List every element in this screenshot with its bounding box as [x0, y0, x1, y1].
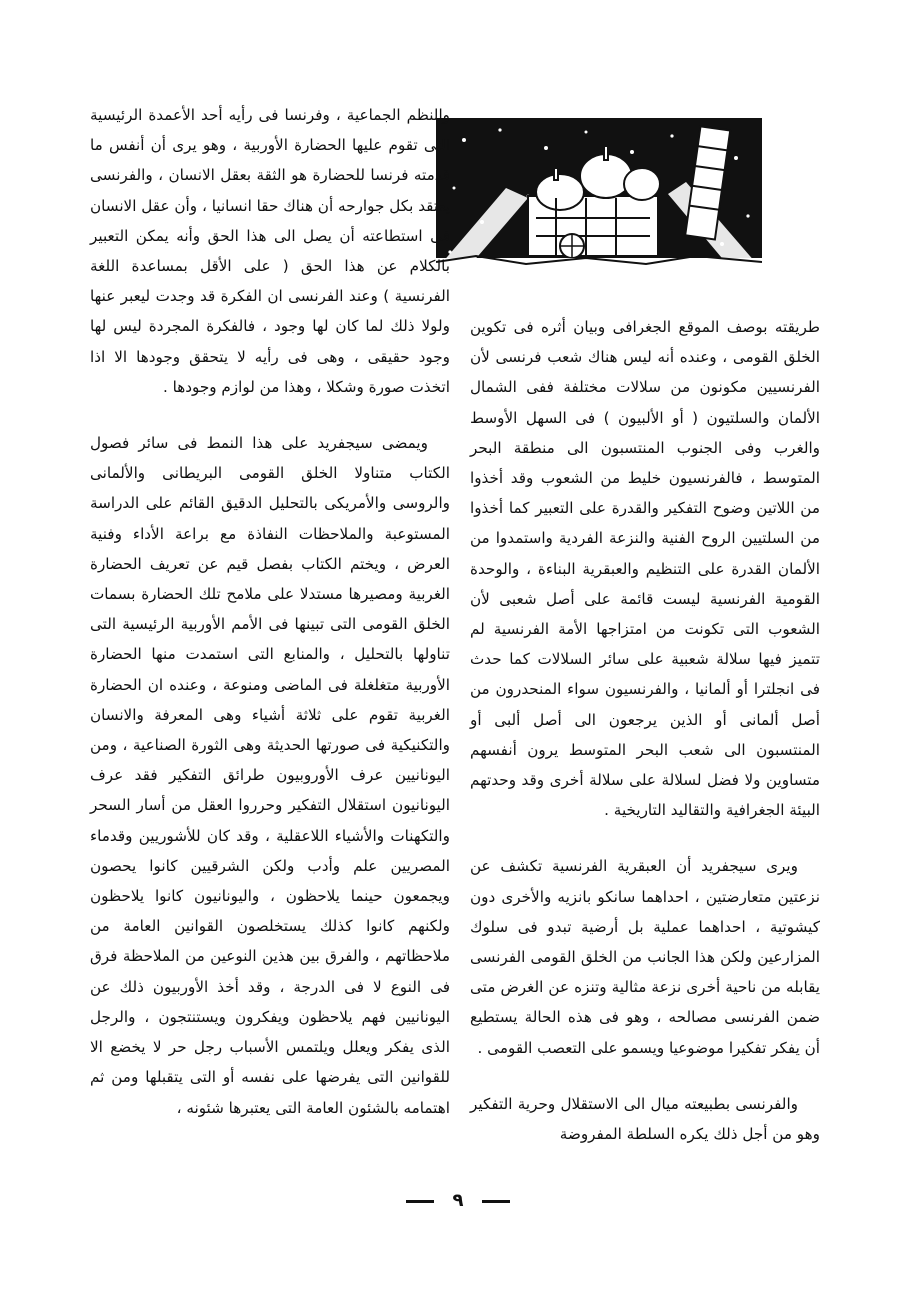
city-night-illustration-icon [436, 118, 762, 270]
page-number: ٩ [452, 1190, 464, 1211]
footer-dash [406, 1200, 434, 1203]
right-column-text [470, 312, 820, 1149]
page-footer [0, 1190, 916, 1211]
footer-dash [482, 1200, 510, 1203]
paragraph: والفرنسى بطبيعته ميال الى الاستقلال وحرية التفكير وهو من أجل ذلك يكره السلطة المفروضة [470, 1094, 820, 1144]
left-column [90, 100, 450, 1123]
paragraph: ويمضى سيجفريد على هذا النمط فى سائر فصول الكتاب متناولا الخلق القومى البريطانى والألمانى والروسى والأمريكى بالتحليل الدقيق القائم على الدراسة المستوعبة والملاحظات النفاذة مع براعة الأداء وفنية العرض ، ويختم الكتاب بفصل قيم عن تعريف الحضارة الغربية ومصيرها مستدلا على ملامح تلك الحضارة بسمات الخلق القومى التى تبينها فى الأمم الأوربية الرئيسية التى تناولها بالتحليل ، والمنابع التى استمدت منها الحضارة الأوربية متغلغلة فى الماضى ومنوعة ، وعنده ان الحضارة الغربية تقوم على ثلاثة أشياء وهى المعرفة والانسان والتكنيكية فى صورتها الحديثة وهى الثورة الصناعية ، ومن اليونانيين عرف الأوروبيون طرائق التفكير فقد عرف اليونانيون استقلال التفكير وحرروا العقل من أسار السحر والتكهنات والأشياء اللاعقلية ، وقد كان للأشوريين وقدماء المصريين علم وأدب ولكن الشرقيين كانوا يحصون ويجمعون حينما يلاحظون ، واليونانيون كانوا يلاحظون ولكنهم كانوا كذلك يستخلصون القوانين العامة من ملاحظاتهم ، والفرق بين هذين النوعين من الملاحظة فرق فى النوع لا فى الدرجة ، وقد أخذ الأوربيون ذلك عن اليونانيين فهم يلاحظون ويفكرون ويستنتجون ، والرجل الذى يفكر ويعلل ويلتمس الأسباب رجل حر لا يخضع الا للقوانين التى يفرضها على نفسه أو التى يتقبلها ومن ثم اهتمامه بالشئون العامة التى يعتبرها شئونه ، [90, 434, 450, 1117]
paragraph: والنظم الجماعية ، وفرنسا فى رأيه أحد الأعمدة الرئيسية التى تقوم عليها الحضارة الأوربية ، وهو يرى أن أنفس ما قدمته فرنسا للحضارة هو الثقة بعقل الانسان ، والفرنسى يعتقد بكل جوارحه أن هناك حقا انسانيا ، وأن عقل الانسان فى استطاعته أن يصل الى هذا الحق وأنه يمكن التعبير بالكلام عن هذا الحق ( على الأقل بمساعدة اللغة الفرنسية ) وعند الفرنسى ان الفكرة قد وجدت ليعبر عنها ولولا ذلك لما كان لها وجود ، فالفكرة المجردة ليس لها وجود حقيقى ، وهى فى رأيه لا يتحقق وجودها الا اذا اتخذت صورة وشكلا ، وهذا من لوازم وجودها . [90, 106, 450, 396]
paragraph: ويرى سيجفريد أن العبقرية الفرنسية تكشف عن نزعتين متعارضتين ، احداهما سانكو بانزيه والأخرى دون كيشوتية ، احداهما عملية بل أرضية تبدو فى سلوك المزارعين ولكن هذا الجانب من الخلق القومى الفرنسى يقابله من ناحية أخرى نزعة مثالية وتنزه عن الغرض متى ضمن الفرنسى مصالحه ، وهو فى هذه الحالة يستطيع أن يفكر تفكيرا موضوعيا ويسمو على التعصب القومى . [470, 857, 820, 1057]
paragraph: طريقته بوصف الموقع الجغرافى وبيان أثره فى تكوين الخلق القومى ، وعنده أنه ليس هناك شعب فرنسى لأن الفرنسيين مكونون من سلالات مختلفة ففى الشمال الألمان والسلتيون ( أو الألبيون ) فى السهل الأوسط والغرب وفى الجنوب المنتسبون الى منطقة البحر المتوسط ، فالفرنسيون خليط من الشعوب وقد أخذوا من اللاتين وضوح التفكير والقدرة على التعبير كما أخذوا من السلتيين الروح الفنية والنزعة الفردية واستمدوا من الألمان القدرة على التنظيم والعبقرية البناءة ، والوحدة القومية الفرنسية ليست قائمة على أصل شعبى لأن الشعوب التى تكونت من امتزاجها الأمة الفرنسية لم تتميز فيها سلالة شعبية على سائر السلالات كما حدث فى انجلترا أو ألمانيا ، والفرنسيون سواء المنحدرون من أصل ألمانى أو الذين يرجعون الى أصل ألبى أو المنتسبون الى شعب البحر المتوسط يرون أنفسهم متساوين ولا فضل لسلالة على سلالة أخرى وقد وحدتهم البيئة الجغرافية والتقاليد التاريخية . [470, 318, 820, 820]
